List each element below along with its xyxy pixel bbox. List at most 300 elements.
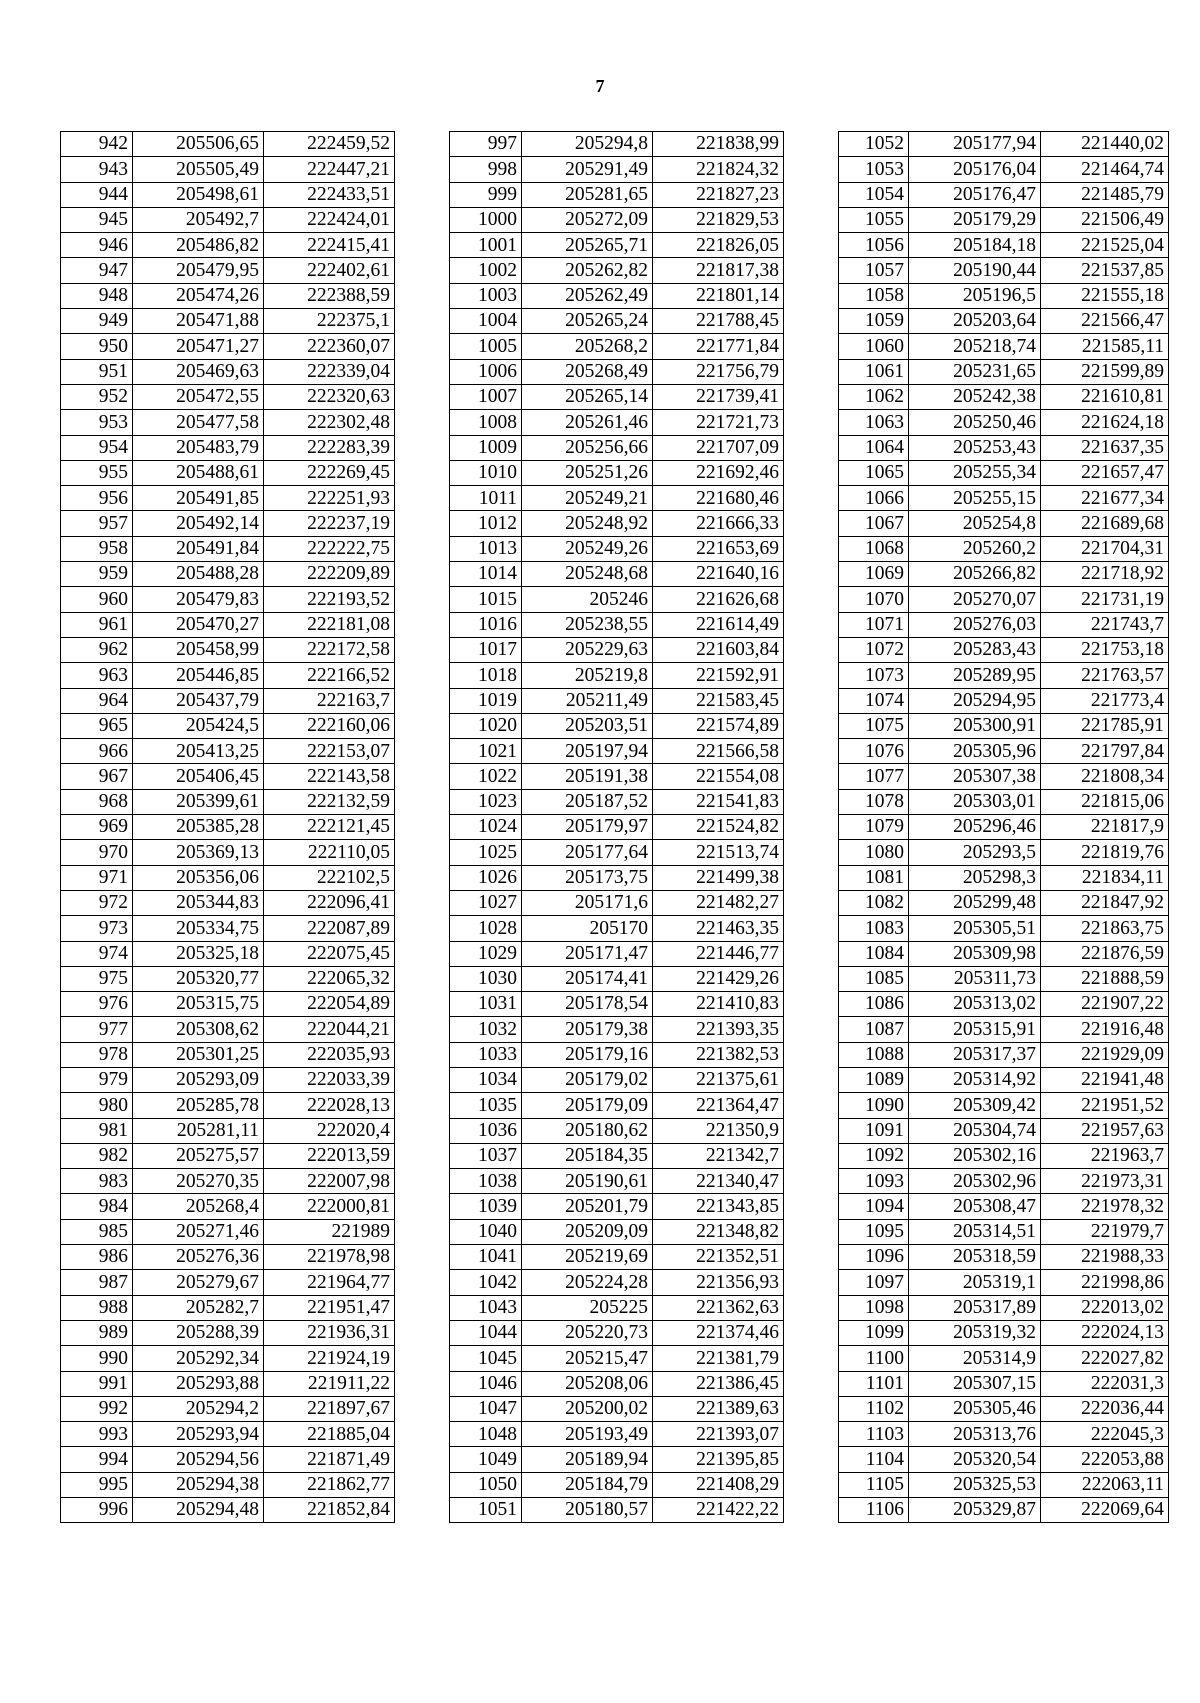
point-number-cell: 1036 [450, 1118, 522, 1143]
point-number-cell: 1022 [450, 764, 522, 789]
x-coordinate-cell: 205291,49 [522, 157, 653, 182]
y-coordinate-cell: 221657,47 [1041, 460, 1169, 485]
point-number-cell: 1094 [839, 1194, 909, 1219]
y-coordinate-cell: 221998,86 [1041, 1270, 1169, 1295]
x-coordinate-cell: 205184,18 [909, 233, 1041, 258]
point-number-cell: 973 [61, 916, 133, 941]
y-coordinate-cell: 221847,92 [1041, 890, 1169, 915]
x-coordinate-cell: 205219,8 [522, 663, 653, 688]
point-number-cell: 1101 [839, 1371, 909, 1396]
table-row [839, 384, 1169, 409]
y-coordinate-cell: 221797,84 [1041, 739, 1169, 764]
y-coordinate-cell: 222166,52 [264, 663, 395, 688]
point-number-cell: 1006 [450, 359, 522, 384]
y-coordinate-cell: 221525,04 [1041, 233, 1169, 258]
x-coordinate-cell: 205248,92 [522, 511, 653, 536]
y-coordinate-cell: 221788,45 [653, 309, 784, 334]
table-row [61, 384, 395, 409]
table-row [450, 1017, 784, 1042]
x-coordinate-cell: 205220,73 [522, 1320, 653, 1345]
table-row [839, 1169, 1169, 1194]
y-coordinate-cell: 221829,53 [653, 207, 784, 232]
y-coordinate-cell: 221941,48 [1041, 1067, 1169, 1092]
table-row [61, 992, 395, 1017]
y-coordinate-cell: 221827,23 [653, 182, 784, 207]
point-number-cell: 1043 [450, 1295, 522, 1320]
point-number-cell: 952 [61, 384, 133, 409]
point-number-cell: 1095 [839, 1219, 909, 1244]
point-number-cell: 1063 [839, 410, 909, 435]
y-coordinate-cell: 222222,75 [264, 536, 395, 561]
point-number-cell: 1064 [839, 435, 909, 460]
table-row [61, 1422, 395, 1447]
y-coordinate-cell: 221382,53 [653, 1042, 784, 1067]
table-row [839, 536, 1169, 561]
table-row [61, 536, 395, 561]
y-coordinate-cell: 221753,18 [1041, 637, 1169, 662]
table-row [450, 1118, 784, 1143]
x-coordinate-cell: 205492,14 [133, 511, 264, 536]
point-number-cell: 976 [61, 992, 133, 1017]
point-number-cell: 1025 [450, 840, 522, 865]
point-number-cell: 1012 [450, 511, 522, 536]
point-number-cell: 949 [61, 309, 133, 334]
point-number-cell: 1009 [450, 435, 522, 460]
x-coordinate-cell: 205491,85 [133, 486, 264, 511]
table-row [450, 536, 784, 561]
table-row [450, 233, 784, 258]
x-coordinate-cell: 205283,43 [909, 637, 1041, 662]
x-coordinate-cell: 205305,46 [909, 1396, 1041, 1421]
x-coordinate-cell: 205275,57 [133, 1143, 264, 1168]
x-coordinate-cell: 205309,42 [909, 1093, 1041, 1118]
y-coordinate-cell: 221834,11 [1041, 865, 1169, 890]
x-coordinate-cell: 205344,83 [133, 890, 264, 915]
table-row [450, 359, 784, 384]
table-row [61, 739, 395, 764]
point-number-cell: 1052 [839, 132, 909, 157]
y-coordinate-cell: 222027,82 [1041, 1346, 1169, 1371]
point-number-cell: 982 [61, 1143, 133, 1168]
x-coordinate-cell: 205305,96 [909, 739, 1041, 764]
x-coordinate-cell: 205253,43 [909, 435, 1041, 460]
table-row [61, 1295, 395, 1320]
y-coordinate-cell: 222388,59 [264, 283, 395, 308]
x-coordinate-cell: 205180,57 [522, 1498, 653, 1523]
table-row [839, 562, 1169, 587]
y-coordinate-cell: 221721,73 [653, 410, 784, 435]
y-coordinate-cell: 222237,19 [264, 511, 395, 536]
point-number-cell: 954 [61, 435, 133, 460]
x-coordinate-cell: 205173,75 [522, 865, 653, 890]
y-coordinate-cell: 221838,99 [653, 132, 784, 157]
point-number-cell: 950 [61, 334, 133, 359]
y-coordinate-cell: 222160,06 [264, 713, 395, 738]
table-row [450, 1396, 784, 1421]
point-number-cell: 962 [61, 637, 133, 662]
y-coordinate-cell: 221666,33 [653, 511, 784, 536]
point-number-cell: 956 [61, 486, 133, 511]
table-row [839, 1498, 1169, 1523]
point-number-cell: 974 [61, 941, 133, 966]
table-row [61, 1447, 395, 1472]
point-number-cell: 961 [61, 612, 133, 637]
y-coordinate-cell: 221978,32 [1041, 1194, 1169, 1219]
y-coordinate-cell: 222181,08 [264, 612, 395, 637]
x-coordinate-cell: 205176,04 [909, 157, 1041, 182]
x-coordinate-cell: 205293,88 [133, 1371, 264, 1396]
table-row [61, 157, 395, 182]
table-row [450, 637, 784, 662]
table-row [61, 334, 395, 359]
table-row [61, 1067, 395, 1092]
x-coordinate-cell: 205180,62 [522, 1118, 653, 1143]
y-coordinate-cell: 221485,79 [1041, 182, 1169, 207]
x-coordinate-cell: 205313,76 [909, 1422, 1041, 1447]
point-number-cell: 998 [450, 157, 522, 182]
y-coordinate-cell: 221756,79 [653, 359, 784, 384]
y-coordinate-cell: 221393,07 [653, 1422, 784, 1447]
y-coordinate-cell: 221348,82 [653, 1219, 784, 1244]
y-coordinate-cell: 221936,31 [264, 1320, 395, 1345]
point-number-cell: 1033 [450, 1042, 522, 1067]
y-coordinate-cell: 221951,52 [1041, 1093, 1169, 1118]
point-number-cell: 1046 [450, 1371, 522, 1396]
point-number-cell: 1048 [450, 1422, 522, 1447]
x-coordinate-cell: 205298,3 [909, 865, 1041, 890]
y-coordinate-cell: 221482,27 [653, 890, 784, 915]
y-coordinate-cell: 221603,84 [653, 637, 784, 662]
table-row [839, 1371, 1169, 1396]
x-coordinate-cell: 205488,61 [133, 460, 264, 485]
y-coordinate-cell: 222063,11 [1041, 1472, 1169, 1497]
point-number-cell: 1077 [839, 764, 909, 789]
table-row [61, 1169, 395, 1194]
x-coordinate-cell: 205294,8 [522, 132, 653, 157]
x-coordinate-cell: 205498,61 [133, 182, 264, 207]
point-number-cell: 967 [61, 764, 133, 789]
table-row [839, 1194, 1169, 1219]
table-row [450, 486, 784, 511]
point-number-cell: 1055 [839, 207, 909, 232]
y-coordinate-cell: 222320,63 [264, 384, 395, 409]
x-coordinate-cell: 205270,07 [909, 587, 1041, 612]
table-row [450, 309, 784, 334]
x-coordinate-cell: 205174,41 [522, 966, 653, 991]
x-coordinate-cell: 205325,18 [133, 941, 264, 966]
table-row [839, 739, 1169, 764]
x-coordinate-cell: 205265,71 [522, 233, 653, 258]
x-coordinate-cell: 205179,97 [522, 815, 653, 840]
y-coordinate-cell: 221773,4 [1041, 688, 1169, 713]
x-coordinate-cell: 205406,45 [133, 764, 264, 789]
point-number-cell: 977 [61, 1017, 133, 1042]
x-coordinate-cell: 205176,47 [909, 182, 1041, 207]
y-coordinate-cell: 222102,5 [264, 865, 395, 890]
y-coordinate-cell: 221566,47 [1041, 309, 1169, 334]
y-coordinate-cell: 222013,59 [264, 1143, 395, 1168]
table-row [450, 1245, 784, 1270]
y-coordinate-cell: 221375,61 [653, 1067, 784, 1092]
y-coordinate-cell: 221653,69 [653, 536, 784, 561]
x-coordinate-cell: 205329,87 [909, 1498, 1041, 1523]
x-coordinate-cell: 205281,11 [133, 1118, 264, 1143]
x-coordinate-cell: 205190,44 [909, 258, 1041, 283]
x-coordinate-cell: 205171,47 [522, 941, 653, 966]
x-coordinate-cell: 205281,65 [522, 182, 653, 207]
x-coordinate-cell: 205179,02 [522, 1067, 653, 1092]
x-coordinate-cell: 205319,1 [909, 1270, 1041, 1295]
y-coordinate-cell: 221916,48 [1041, 1017, 1169, 1042]
table-row [450, 410, 784, 435]
table-row [839, 1143, 1169, 1168]
table-row [61, 460, 395, 485]
x-coordinate-cell: 205325,53 [909, 1472, 1041, 1497]
x-coordinate-cell: 205424,5 [133, 713, 264, 738]
table-row [61, 688, 395, 713]
table-row [839, 283, 1169, 308]
y-coordinate-cell: 221610,81 [1041, 384, 1169, 409]
point-number-cell: 1083 [839, 916, 909, 941]
x-coordinate-cell: 205294,38 [133, 1472, 264, 1497]
y-coordinate-cell: 221863,75 [1041, 916, 1169, 941]
table-row [61, 486, 395, 511]
table-row [839, 258, 1169, 283]
y-coordinate-cell: 221951,47 [264, 1295, 395, 1320]
point-number-cell: 1035 [450, 1093, 522, 1118]
point-number-cell: 1075 [839, 713, 909, 738]
point-number-cell: 1018 [450, 663, 522, 688]
point-number-cell: 1020 [450, 713, 522, 738]
x-coordinate-cell: 205248,68 [522, 562, 653, 587]
table-row [839, 916, 1169, 941]
point-number-cell: 994 [61, 1447, 133, 1472]
point-number-cell: 970 [61, 840, 133, 865]
y-coordinate-cell: 221408,29 [653, 1472, 784, 1497]
table-row [839, 840, 1169, 865]
table-row [839, 587, 1169, 612]
point-number-cell: 1003 [450, 283, 522, 308]
y-coordinate-cell: 221446,77 [653, 941, 784, 966]
x-coordinate-cell: 205177,94 [909, 132, 1041, 157]
table-row [839, 1422, 1169, 1447]
table-row [61, 1194, 395, 1219]
point-number-cell: 1016 [450, 612, 522, 637]
y-coordinate-cell: 221876,59 [1041, 941, 1169, 966]
x-coordinate-cell: 205191,38 [522, 764, 653, 789]
table-row [839, 207, 1169, 232]
x-coordinate-cell: 205315,91 [909, 1017, 1041, 1042]
y-coordinate-cell: 222000,81 [264, 1194, 395, 1219]
point-number-cell: 1002 [450, 258, 522, 283]
y-coordinate-cell: 221463,35 [653, 916, 784, 941]
y-coordinate-cell: 222375,1 [264, 309, 395, 334]
x-coordinate-cell: 205506,65 [133, 132, 264, 157]
point-number-cell: 953 [61, 410, 133, 435]
table-row [450, 1472, 784, 1497]
table-row [839, 1118, 1169, 1143]
table-row [450, 688, 784, 713]
point-number-cell: 985 [61, 1219, 133, 1244]
x-coordinate-cell: 205251,26 [522, 460, 653, 485]
x-coordinate-cell: 205301,25 [133, 1042, 264, 1067]
x-coordinate-cell: 205203,51 [522, 713, 653, 738]
table-row [450, 916, 784, 941]
point-number-cell: 1013 [450, 536, 522, 561]
table-row [61, 1093, 395, 1118]
table-row [450, 384, 784, 409]
x-coordinate-cell: 205261,46 [522, 410, 653, 435]
x-coordinate-cell: 205238,55 [522, 612, 653, 637]
x-coordinate-cell: 205268,4 [133, 1194, 264, 1219]
table-row [839, 1042, 1169, 1067]
y-coordinate-cell: 221692,46 [653, 460, 784, 485]
point-number-cell: 996 [61, 1498, 133, 1523]
y-coordinate-cell: 221852,84 [264, 1498, 395, 1523]
y-coordinate-cell: 221978,98 [264, 1245, 395, 1270]
x-coordinate-cell: 205477,58 [133, 410, 264, 435]
table-row [839, 713, 1169, 738]
x-coordinate-cell: 205292,34 [133, 1346, 264, 1371]
coordinate-table-3 [838, 131, 1169, 1523]
y-coordinate-cell: 222028,13 [264, 1093, 395, 1118]
y-coordinate-cell: 221583,45 [653, 688, 784, 713]
y-coordinate-cell: 222339,04 [264, 359, 395, 384]
point-number-cell: 1079 [839, 815, 909, 840]
y-coordinate-cell: 221824,32 [653, 157, 784, 182]
point-number-cell: 1005 [450, 334, 522, 359]
point-number-cell: 1007 [450, 384, 522, 409]
x-coordinate-cell: 205303,01 [909, 789, 1041, 814]
y-coordinate-cell: 222020,4 [264, 1118, 395, 1143]
x-coordinate-cell: 205458,99 [133, 637, 264, 662]
y-coordinate-cell: 222013,02 [1041, 1295, 1169, 1320]
y-coordinate-cell: 221506,49 [1041, 207, 1169, 232]
table-row [839, 865, 1169, 890]
point-number-cell: 986 [61, 1245, 133, 1270]
table-row [61, 1346, 395, 1371]
point-number-cell: 1010 [450, 460, 522, 485]
point-number-cell: 984 [61, 1194, 133, 1219]
table-row [450, 764, 784, 789]
x-coordinate-cell: 205279,67 [133, 1270, 264, 1295]
point-number-cell: 993 [61, 1422, 133, 1447]
x-coordinate-cell: 205208,06 [522, 1371, 653, 1396]
table-row [450, 966, 784, 991]
y-coordinate-cell: 221352,51 [653, 1245, 784, 1270]
point-number-cell: 1045 [450, 1346, 522, 1371]
y-coordinate-cell: 222302,48 [264, 410, 395, 435]
y-coordinate-cell: 221964,77 [264, 1270, 395, 1295]
table-row [61, 713, 395, 738]
x-coordinate-cell: 205320,77 [133, 966, 264, 991]
table-row [839, 1396, 1169, 1421]
y-coordinate-cell: 222209,89 [264, 562, 395, 587]
table-row [61, 1270, 395, 1295]
table-row [839, 1320, 1169, 1345]
x-coordinate-cell: 205299,48 [909, 890, 1041, 915]
table-row [61, 1320, 395, 1345]
x-coordinate-cell: 205307,15 [909, 1371, 1041, 1396]
point-number-cell: 1089 [839, 1067, 909, 1092]
point-number-cell: 1044 [450, 1320, 522, 1345]
point-number-cell: 1057 [839, 258, 909, 283]
table-row [61, 1498, 395, 1523]
x-coordinate-cell: 205256,66 [522, 435, 653, 460]
y-coordinate-cell: 221574,89 [653, 713, 784, 738]
x-coordinate-cell: 205184,35 [522, 1143, 653, 1168]
table-row [839, 309, 1169, 334]
y-coordinate-cell: 222069,64 [1041, 1498, 1169, 1523]
point-number-cell: 1081 [839, 865, 909, 890]
table-row [839, 410, 1169, 435]
x-coordinate-cell: 205262,49 [522, 283, 653, 308]
point-number-cell: 1028 [450, 916, 522, 941]
point-number-cell: 1105 [839, 1472, 909, 1497]
y-coordinate-cell: 221704,31 [1041, 536, 1169, 561]
x-coordinate-cell: 205170 [522, 916, 653, 941]
x-coordinate-cell: 205196,5 [909, 283, 1041, 308]
table-row [61, 890, 395, 915]
x-coordinate-cell: 205262,82 [522, 258, 653, 283]
y-coordinate-cell: 222075,45 [264, 941, 395, 966]
table-row [61, 1219, 395, 1244]
x-coordinate-cell: 205254,8 [909, 511, 1041, 536]
x-coordinate-cell: 205179,38 [522, 1017, 653, 1042]
table-row [61, 587, 395, 612]
point-number-cell: 1065 [839, 460, 909, 485]
x-coordinate-cell: 205437,79 [133, 688, 264, 713]
y-coordinate-cell: 221817,38 [653, 258, 784, 283]
y-coordinate-cell: 221340,47 [653, 1169, 784, 1194]
x-coordinate-cell: 205229,63 [522, 637, 653, 662]
table-row [61, 182, 395, 207]
point-number-cell: 971 [61, 865, 133, 890]
point-number-cell: 991 [61, 1371, 133, 1396]
y-coordinate-cell: 221395,85 [653, 1447, 784, 1472]
table-row [61, 815, 395, 840]
x-coordinate-cell: 205265,24 [522, 309, 653, 334]
point-number-cell: 995 [61, 1472, 133, 1497]
y-coordinate-cell: 222143,58 [264, 764, 395, 789]
x-coordinate-cell: 205302,96 [909, 1169, 1041, 1194]
point-number-cell: 1051 [450, 1498, 522, 1523]
x-coordinate-cell: 205285,78 [133, 1093, 264, 1118]
point-number-cell: 1014 [450, 562, 522, 587]
y-coordinate-cell: 221826,05 [653, 233, 784, 258]
y-coordinate-cell: 222121,45 [264, 815, 395, 840]
y-coordinate-cell: 221566,58 [653, 739, 784, 764]
table-row [450, 890, 784, 915]
x-coordinate-cell: 205479,95 [133, 258, 264, 283]
x-coordinate-cell: 205294,56 [133, 1447, 264, 1472]
table-row [61, 941, 395, 966]
table-row [450, 1042, 784, 1067]
point-number-cell: 1070 [839, 587, 909, 612]
x-coordinate-cell: 205472,55 [133, 384, 264, 409]
table-row [450, 739, 784, 764]
x-coordinate-cell: 205304,74 [909, 1118, 1041, 1143]
y-coordinate-cell: 221393,35 [653, 1017, 784, 1042]
x-coordinate-cell: 205314,92 [909, 1067, 1041, 1092]
y-coordinate-cell: 221410,83 [653, 992, 784, 1017]
x-coordinate-cell: 205249,21 [522, 486, 653, 511]
point-number-cell: 1015 [450, 587, 522, 612]
x-coordinate-cell: 205231,65 [909, 359, 1041, 384]
x-coordinate-cell: 205314,51 [909, 1219, 1041, 1244]
point-number-cell: 1034 [450, 1067, 522, 1092]
table-row [450, 511, 784, 536]
